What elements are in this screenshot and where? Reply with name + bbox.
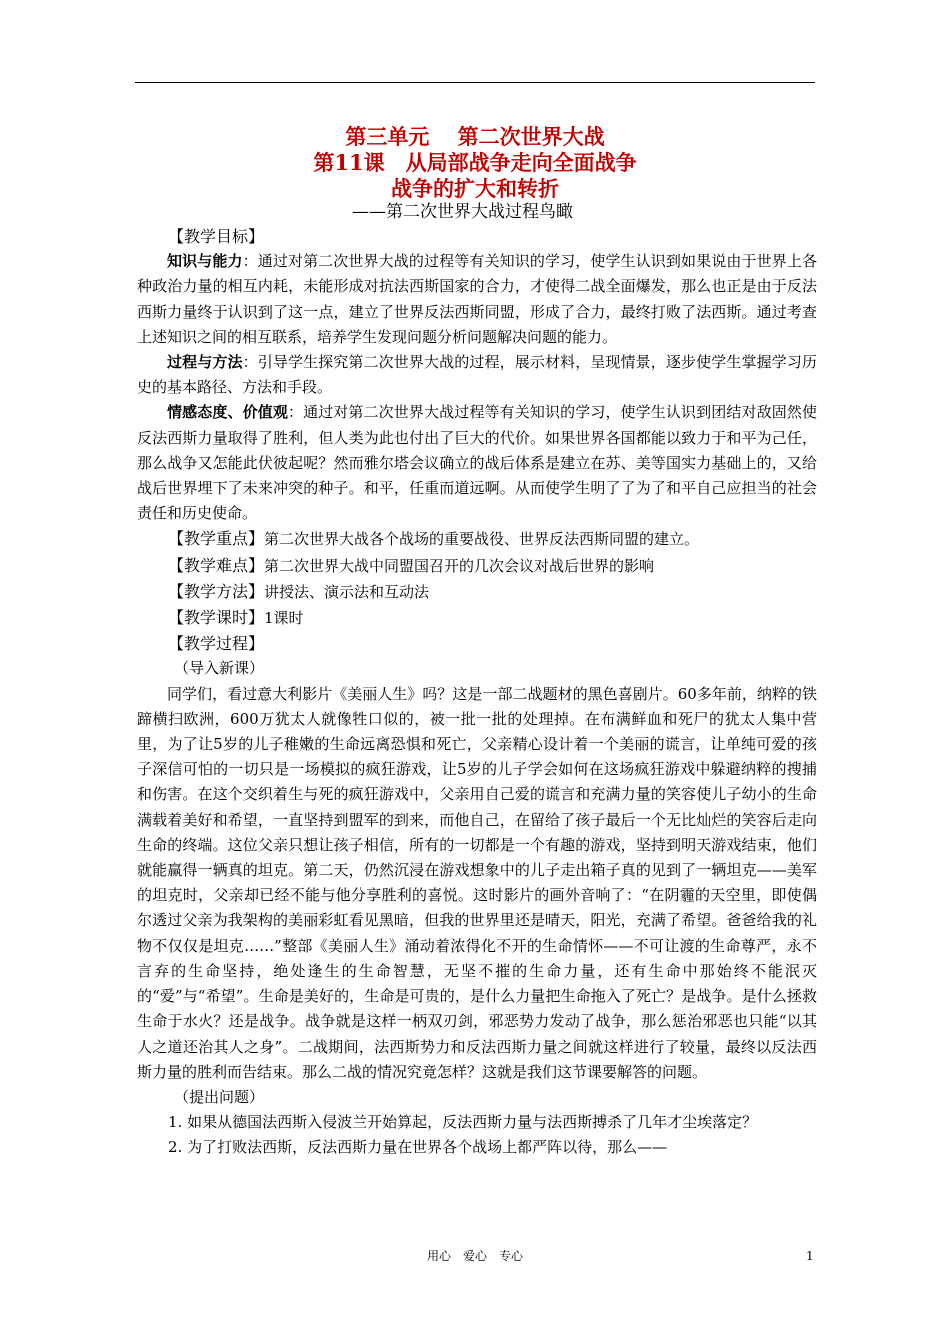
hours-text: 1课时	[264, 609, 304, 628]
intro-paragraph: 同学们，看过意大利影片《美丽人生》吗？这是一部二战题材的黑色喜剧片。60多年前，纳粹的铁蹄横扫欧洲，600万犹太人就像牲口似的，被一批一批的处理掉。在布满鲜血和死尸的犹太人集中营里，为了让5岁的儿子稚嫩的生命远离恐惧和死亡，父亲精心设计着一个美丽的谎言，让单纯可爱的孩子深信可怕的一切只是一场模拟的疯狂游戏，让5岁的儿子学会如何在这场疯狂游戏中躲避纳粹的搜捕和伤害。在这个交织着生与死的疯狂游戏中，父亲用自己爱的谎言和充满力量的笑容使儿子幼小的生命满载着美好和希望，一直坚持到盟军的到来，而他自己，在留给了孩子最后一个无比灿烂的笑容后走向生命的终端。这位父亲只想让孩子相信，所有的一切都是一个有趣的游戏，坚持到明天游戏结束，他们就能赢得一辆真的坦克。第二天，仍然沉浸在游戏想象中的儿子走出箱子真的见到了一辆坦克——美军的坦克时，父亲却已经不能与他分享胜利的喜悦。这时影片的画外音响了：“在阴霾的天空里，即使偶尔透过父亲为我架构的美丽彩虹看见黑暗，但我的世界里还是晴天，阳光，充满了希望。爸爸给我的礼物不仅仅是坦克……”整部《美丽人生》涌动着浓得化不开的生命情怀——不可让渡的生命尊严，永不言弃的生命坚持，绝处逢生的生命智慧，无坚不摧的生命力量，还有生命中那始终不能泯灭的“爱”与“希望”。生命是美好的，生命是可贵的，是什么力量把生命拖入了死亡？是战争。是什么拯救生命于水火？还是战争。战争就是这样一柄双刃剑，邪恶势力发动了战争，那么惩治邪恶也只能“以其人之道还治其人之身”。二战期间，法西斯势力和反法西斯力量之间就这样进行了较量，最终以反法西斯力量的胜利而告结束。那么二战的情况究竟怎样？这就是我们这节课要解答的问题。	[137, 684, 817, 1081]
knowledge-text: ：通过对第二次世界大战的过程等有关知识的学习，使学生认识到如果说由于世界上各种政治力量的相互内耗，未能形成对抗法西斯国家的合力，才使得二战全面爆发，那么也正是由于反法西斯力量终于认识到了这一点，建立了世界反法西斯同盟，形成了合力，最终打败了法西斯。通过考查上述知识之间的相互联系，培养学生发现问题分析问题解决问题的能力。	[137, 252, 817, 346]
hours-line	[137, 605, 817, 631]
page-number: 1	[806, 1249, 814, 1263]
methods-label: 【教学方法】	[168, 581, 265, 601]
process-heading: 【教学过程】	[168, 634, 265, 654]
difficulties-line	[137, 553, 817, 579]
header-rule	[135, 82, 815, 83]
emotion-label: 情感态度、价值观	[167, 403, 288, 422]
question-item: 2. 为了打败法西斯，反法西斯力量在世界各个战场上都严阵以待，那么——	[168, 1138, 668, 1157]
key-points-label: 【教学重点】	[168, 529, 265, 549]
objectives-heading: 【教学目标】	[168, 227, 265, 246]
subtitle: ——第二次世界大战过程鸟瞰	[352, 202, 573, 222]
knowledge-label: 知识与能力	[167, 252, 243, 271]
document-body	[137, 224, 817, 1161]
emotion-paragraph	[137, 400, 817, 526]
questions-list	[137, 1110, 817, 1160]
emotion-text: ：通过对第二次世界大战过程等有关知识的学习，使学生认识到团结对敌固然使反法西斯力量取得了胜利，但人类为此也付出了巨大的代价。如果世界各国都能以致力于和平为己任，那么战争又怎能此伏彼起呢？然而雅尔塔会议确立的战后体系是建立在苏、美等国实力基础上的，又给战后世界埋下了未来冲突的种子。和平，任重而道远啊。从而使学生明了了为了和平自己应担当的社会责任和历史使命。	[137, 403, 817, 523]
process-paragraph	[137, 350, 817, 400]
difficulties-label: 【教学难点】	[168, 555, 265, 575]
process-label: 过程与方法	[167, 353, 243, 372]
lesson-title: 第11课 从局部战争走向全面战争	[313, 150, 637, 175]
question-item: 1. 如果从德国法西斯入侵波兰开始算起，反法西斯力量与法西斯搏杀了几年才尘埃落定？	[168, 1113, 758, 1132]
questions-label: （提出问题）	[174, 1087, 265, 1106]
unit-title: 第三单元 第二次世界大战	[345, 124, 605, 149]
methods-line	[137, 579, 817, 605]
key-points-line	[137, 526, 817, 552]
process-text: ：引导学生探究第二次世界大战的过程，展示材料，呈现情景，逐步使学生掌握学习历史的基本路径、方法和手段。	[137, 353, 817, 397]
topic-title: 战争的扩大和转折	[391, 176, 559, 201]
hours-label: 【教学课时】	[168, 608, 265, 628]
key-points-text: 第二次世界大战各个战场的重要战役、世界反法西斯同盟的建立。	[264, 530, 700, 549]
intro-label: （导入新课）	[174, 659, 265, 678]
knowledge-paragraph	[137, 249, 817, 350]
difficulties-text: 第二次世界大战中同盟国召开的几次会议对战后世界的影响	[264, 556, 655, 575]
footer-motto: 用心 爱心 专心	[426, 1249, 523, 1263]
methods-text: 讲授法、演示法和互动法	[264, 582, 430, 601]
